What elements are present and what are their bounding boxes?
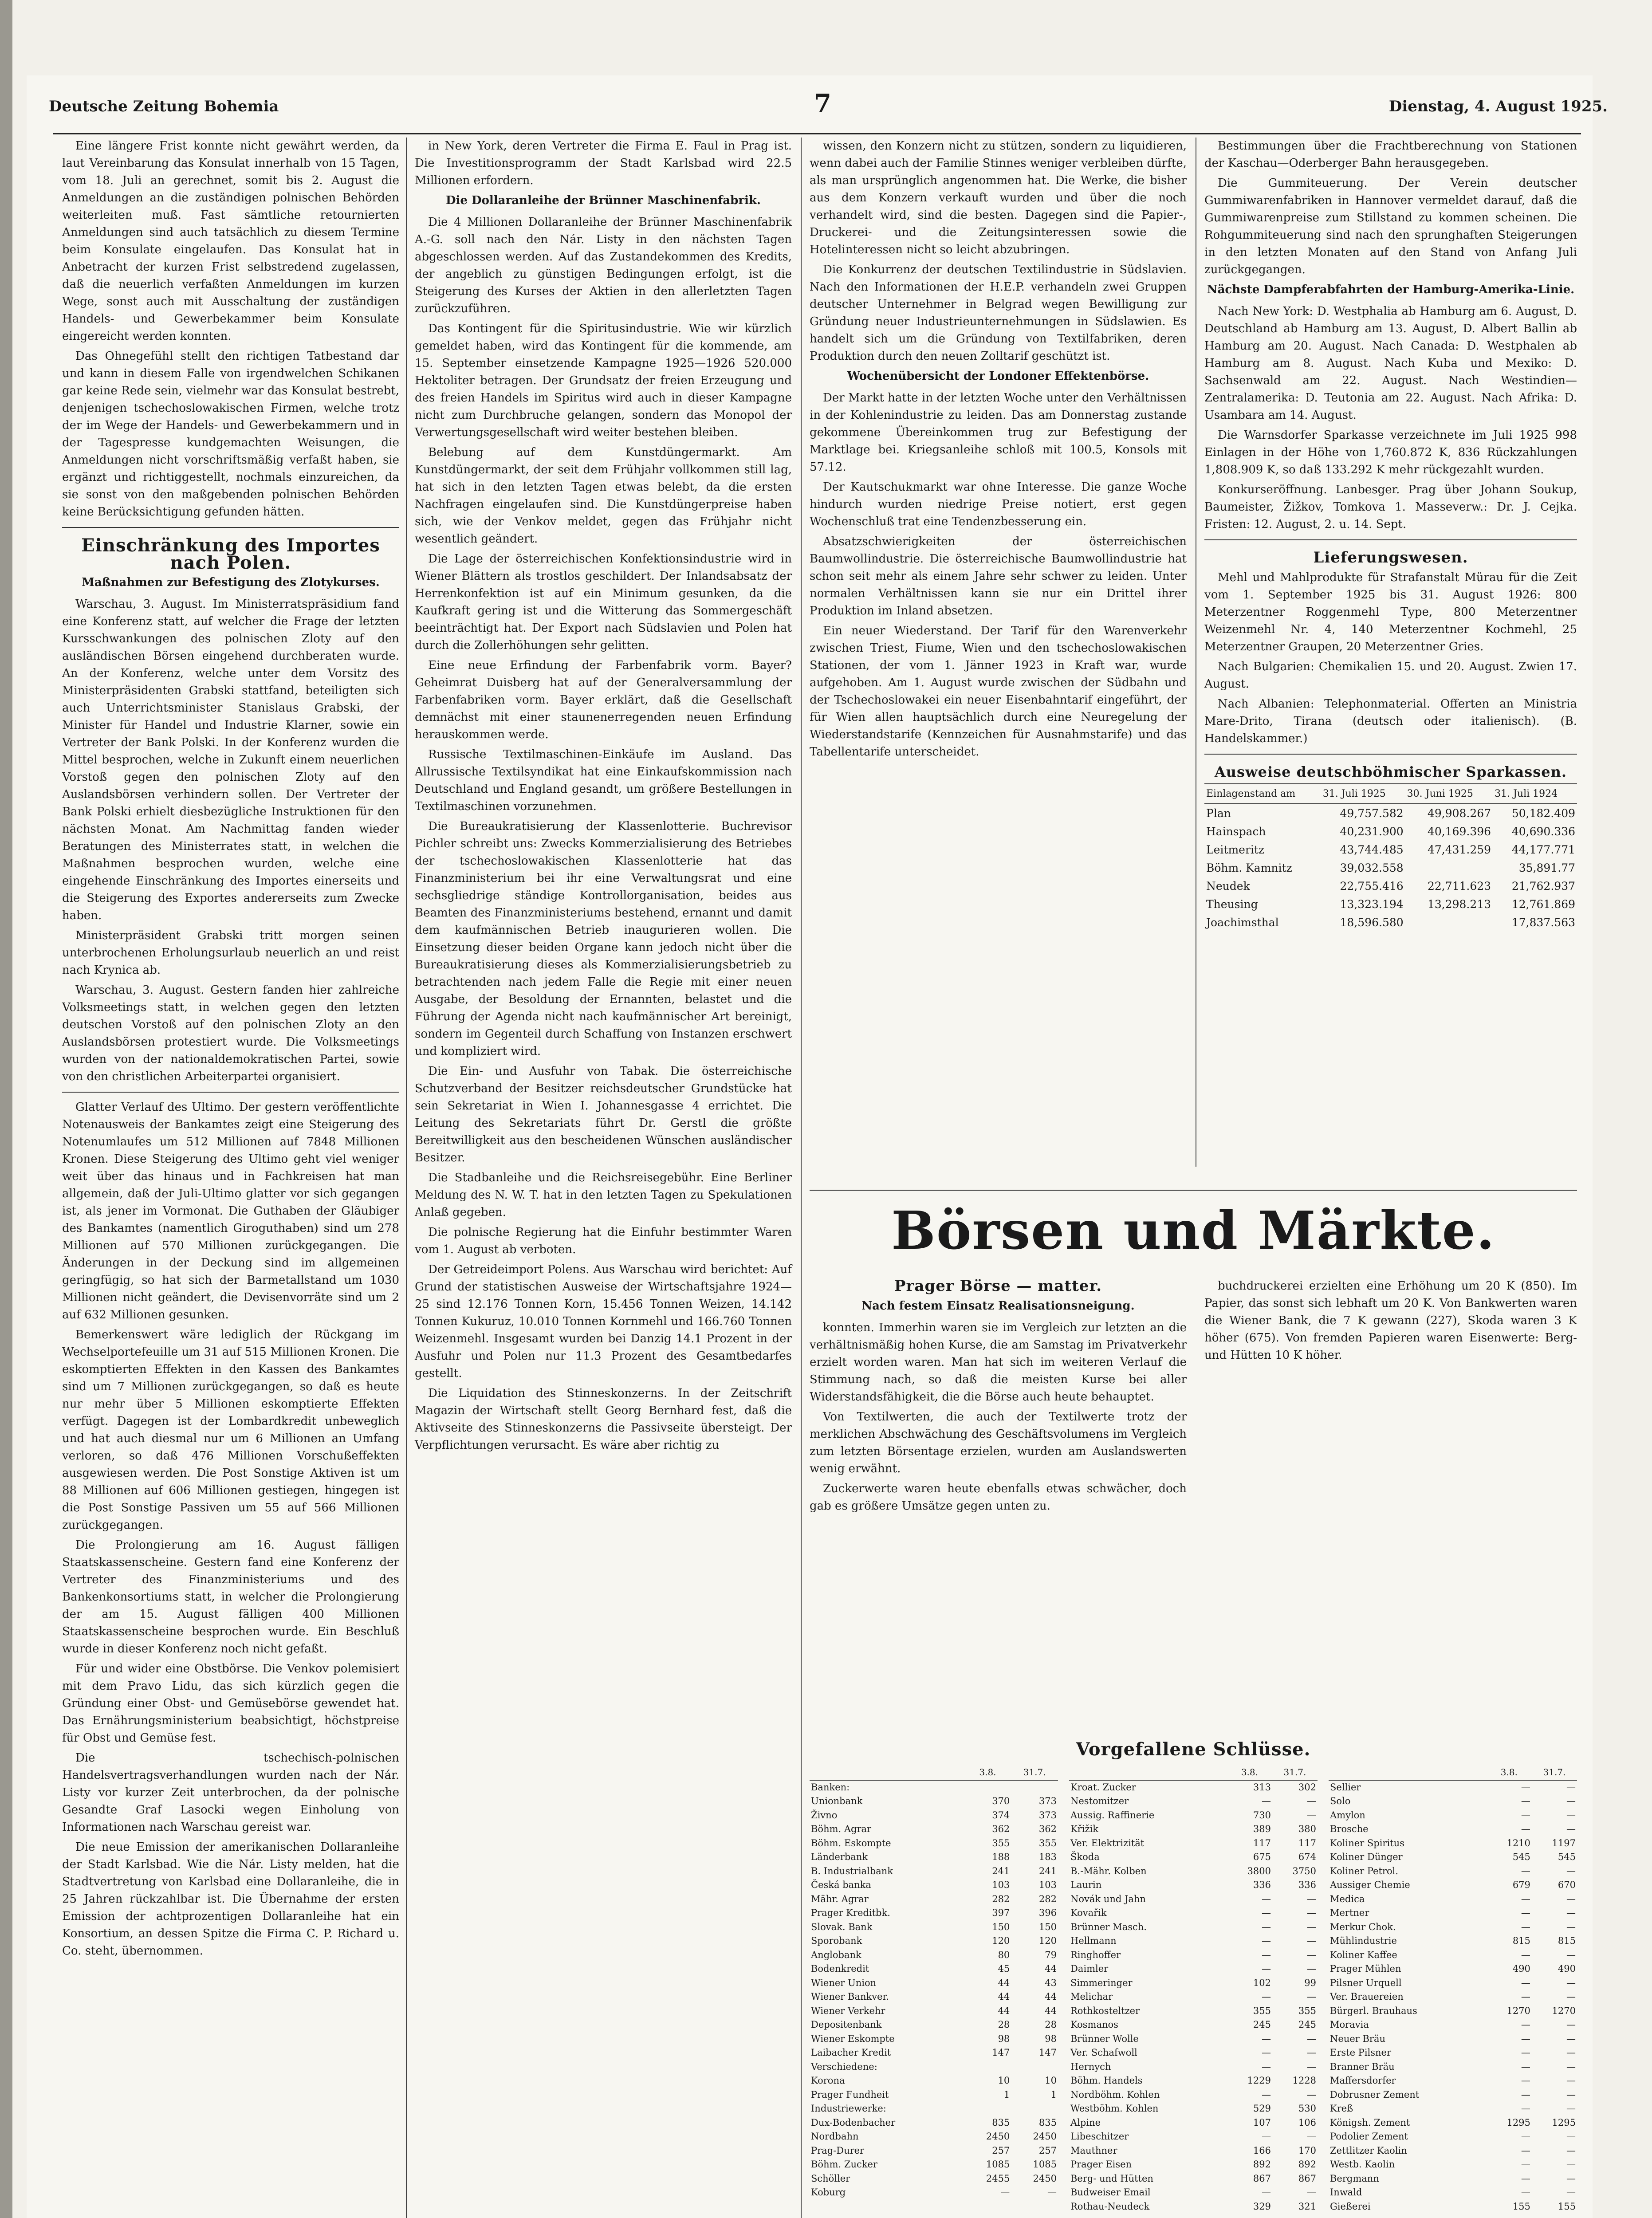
article-paragraph: Der Markt hatte in der letzten Woche unter den Verhältnissen in der Kohlenindustrie zu leiden. Das am Donnerstag zustande gekommene Übereinkommen trug zur Befestigung der Marktlage bei. Kriegsanleihe schloß mit 100.5, Konsols mit 57.12. xyxy=(810,391,1187,474)
table-row xyxy=(1204,804,1577,822)
table-cell: Plan xyxy=(1206,807,1231,820)
article-paragraph: Russische Textilmaschinen-Einkäufe im Ausland. Das Allrussische Textilsyndikat hat eine Einkaufskommission nach Deutschland und England gesandt, um größere Bestellungen in Textilmaschinen vorzunehmen. xyxy=(415,748,792,813)
article-paragraph: Die 4 Millionen Dollaranleihe der Brünner Maschinenfabrik A.-G. soll nach den Nár. Listy in den nächsten Tagen abgeschlossen werden. Auf das Zustandekommen des Kredits, der angeblich zu günstigen Bedingungen erfolgt, ist die Steigerung des Kurses der Aktien in den allerletzten Tagen zurückzuführen. xyxy=(415,216,792,315)
article-paragraph: in New York, deren Vertreter die Firma E. Faul in Prag ist. Die Investitionsprogramm der Stadt Karlsbad wird 22.5 Millionen erfordern. xyxy=(415,139,792,187)
page-number: 7 xyxy=(814,89,831,118)
table-cell: 40,690.336 xyxy=(1511,825,1575,838)
table-header: 31. Juli 1925 xyxy=(1321,784,1405,804)
article-subheadline: Wochenübersicht der Londoner Effektenbörse. xyxy=(847,370,1149,383)
column-1 xyxy=(62,138,399,1962)
article-paragraph: Bestimmungen über die Frachtberechnung von Stationen der Kaschau—Oderberger Bahn herausgegeben. xyxy=(1204,139,1577,170)
page-edge xyxy=(0,0,12,2218)
article-headline: Einschränkung des Importes nach Polen. xyxy=(81,535,380,573)
article-subheadline: Nächste Dampferabfahrten der Hamburg-Amerika-Linie. xyxy=(1207,283,1575,296)
article-paragraph: Mehl und Mahlprodukte für Strafanstalt Mürau für die Zeit vom 1. September 1925 bis 31. August 1926: 800 Meterzentner Roggenmehl Type, 800 Meterzentner Weizenmehl Nr. 4, 140 Meterzentner Kochmehl, 25 Meterzentner Graupen, 20 Meterzentner Gries. xyxy=(1204,571,1577,653)
bourse-subtitle: Prager Börse — matter. xyxy=(894,1278,1102,1295)
article-paragraph: Die Stadbanleihe und die Reichsreisegebühr. Eine Berliner Meldung des N. W. T. hat in den letzten Tagen zu Spekulationen Anlaß gegeben. xyxy=(415,1171,792,1219)
table-cell: Neudek xyxy=(1206,880,1250,893)
savings-headline: Ausweise deutschböhmischer Sparkassen. xyxy=(1214,763,1567,780)
column-divider xyxy=(406,138,407,2218)
article-paragraph: Das Kontingent für die Spiritusindustrie. Wie wir kürzlich gemeldet haben, wird das Kontingent für die kommende, am 15. September einsetzende Kampagne 1925—1926 520.000 Hektoliter betragen. Der Grundsatz der freien Erzeugung und des freien Handels im Spiritus wird auch in dieser Kampagne nicht zum Durchbruche gelangen, sondern das Monopol der Verwertungsgesellschaft wird weiter bestehen bleiben. xyxy=(415,322,792,439)
divider xyxy=(62,1092,399,1093)
table-cell: 43,744.485 xyxy=(1340,843,1404,856)
table-cell: 22,711.623 xyxy=(1427,880,1491,893)
table-cell: 44,177.771 xyxy=(1511,843,1575,856)
closings-table-1: 3.8. 31.7. Banken: Unionbank 370 373 Živno 374 373 Böhm. Agrar 362 362 Böhm. Eskompte 355 355 Länderbank 188 183 B. Industrialbank 241 241 Česká banka 103 103 Mähr. Agrar 282 282 Prager Kreditbk. 397 396 Slovak. Bank 150 150 Sporobank 120 120 Anglobank 80 79 Bodenkredit 45 44 Wiener Union 44 43 Wiener Bankver. 44 44 Wiener Verkehr 44 44 Depositenbank 28 28 Wiener Eskompte 98 98 Laibacher Kredit 147 147 Verschiedene: Korona 10 10 Prager Fundheit 1 1 Industriewerke: Dux-Bodenbacher 835 835 Nordbahn 2450 2450 Prag-Durer 257 257 Böhm. Zucker 1085 1085 Schöller 2455 2450 Koburg — — xyxy=(810,1766,1058,2200)
masthead xyxy=(35,89,1608,124)
column-divider xyxy=(801,138,802,2218)
article-paragraph: Glatter Verlauf des Ultimo. Der gestern veröffentlichte Notenausweis der Bankamtes zeigt eine Steigerung des Notenumlaufes um 512 Millionen auf 7848 Millionen Kronen. Diese Steigerung des Ultimo geht viel weniger weit über das hinaus und in Fachkreisen hat man allgemein, daß der Juli-Ultimo glatter vor sich gegangen ist, als jener im Vormonat. Die Guthaben der Gläubiger des Bankamtes (namentlich Giroguthaben) sind um 278 Millionen auf 570 Millionen zurückgegangen. Die Änderungen in der Deckung sind im allgemeinen geringfügig, so hat sich der Barmetallstand um 1030 Millionen nicht geändert, die Devisenvorräte sind um 2 auf 632 Millionen gesunken. xyxy=(62,1101,399,1321)
article-paragraph: Nach Bulgarien: Chemikalien 15. und 20. August. Zwien 17. August. xyxy=(1204,660,1577,691)
article-paragraph: Die Liquidation des Stinneskonzerns. In der Zeitschrift Magazin der Wirtschaft stellt Georg Bernhard fest, daß die Aktivseite des Stinneskonzerns die Passivseite übersteigt. Der Verpflichtungen verursacht. Es wäre aber richtig zu xyxy=(415,1387,792,1452)
table-cell: 13,298.213 xyxy=(1427,898,1491,911)
table-cell: Joachimsthal xyxy=(1206,916,1279,929)
article-paragraph: konnten. Immerhin waren sie im Vergleich zur letzten an die verhältnismäßig hohen Kurse, die am Samstag im Privatverkehr erzielt worden waren. Man hat sich im weiteren Verlauf die Stimmung nach, so daß die meisten Kurse bei aller Widerstandsfähigkeit, die die Börse auch heute behauptet. xyxy=(810,1321,1187,1404)
table-cell: 12,761.869 xyxy=(1511,898,1575,911)
article-paragraph: Die Warnsdorfer Sparkasse verzeichnete im Juli 1925 998 Einlagen in der Höhe von 1,760.872 K, 836 Rückzahlungen 1,808.909 K, so daß 133.292 K mehr rückgezahlt wurden. xyxy=(1204,429,1577,476)
table-cell: 17,837.563 xyxy=(1511,916,1575,929)
top-rule xyxy=(53,133,1581,134)
table-cell: 39,032.558 xyxy=(1340,861,1404,874)
divider xyxy=(62,527,399,528)
article-paragraph: Die Lage der österreichischen Konfektionsindustrie wird in Wiener Blättern als trostlos geschildert. Der Inlandsabsatz der Herrenkonfektion ist auf ein Minimum gesunken, da die Kaufkraft gering ist und die Witterung das Sommergeschäft beeinträchtigt hat. Der Export nach Südslavien und Polen hat durch die Zollerhöhungen sehr gelitten. xyxy=(415,552,792,652)
issue-date: Dienstag, 4. August 1925. xyxy=(1388,98,1608,115)
article-paragraph: Die Konkurrenz der deutschen Textilindustrie in Südslavien. Nach den Informationen der H.E.P. verhandeln zwei Gruppen deutscher Unternehmer in Belgrad wegen Bewilligung zur Gründung neuer Industrieunternehmungen in Südslawien. Es handelt sich um die Gründung von Textilfabriken, deren Produktion durch den neuen Zolltarif geschützt ist. xyxy=(810,263,1187,363)
table-cell: 21,762.937 xyxy=(1511,880,1575,893)
article-paragraph: Für und wider eine Obstbörse. Die Venkov polemisiert mit dem Pravo Lidu, das sich kürzlich gegen die Gründung einer Obst- und Gemüsebörse gewendet hat. Das Ernährungsministerium beabsichtigt, höchstpreise für Obst und Gemüse fest. xyxy=(62,1662,399,1745)
table-header: 31. Juli 1924 xyxy=(1493,784,1577,804)
article-paragraph: Ein neuer Wiederstand. Der Tarif für den Warenverkehr zwischen Triest, Fiume, Wien und den tschechoslowakischen Stationen, der vom 1. Jänner 1923 in Kraft war, wurde aufgehoben. Am 1. August wurde zwischen der Südbahn und der Tschechoslowakei ein neuer Eisenbahntarif eingeführt, der für Wien allen hauptsächlich durch eine Neuregelung der Wiederstandstarife (Kennzeichen für Ausnahmstarife) und das Tabellentarife unterscheidet. xyxy=(810,624,1187,759)
section-headline: Lieferungswesen. xyxy=(1313,549,1468,566)
table-row xyxy=(1204,822,1577,841)
table-cell: 35,891.77 xyxy=(1518,861,1575,874)
article-subheadline: Maßnahmen zur Befestigung des Zlotykurses. xyxy=(82,576,380,589)
savings-table xyxy=(1204,783,1577,932)
table-cell: 22,755.416 xyxy=(1340,880,1404,893)
table-cell: Leitmeritz xyxy=(1206,843,1265,856)
article-paragraph: Warschau, 3. August. Gestern fanden hier zahlreiche Volksmeetings statt, in welchen gegen den letzten deutschen Vorstoß auf den polnischen Zloty an den Auslandsbörsen protestiert wurde. Die Volksmeetings wurden von der nationaldemokratischen Partei, sowie von den christlichen Arbeiterpartei organisiert. xyxy=(62,983,399,1083)
table-row xyxy=(1204,859,1577,877)
divider xyxy=(1204,754,1577,755)
table-cell: 40,231.900 xyxy=(1340,825,1404,838)
table-row xyxy=(1204,877,1577,895)
column-2 xyxy=(415,138,792,1457)
article-paragraph: Absatzschwierigkeiten der österreichischen Baumwollindustrie. Die österreichische Baumwollindustrie hat schon seit mehr als einem Jahre sehr schwer zu leiden. Unter normalen Verhältnissen kann sie nur ein Drittel ihrer Produktion im Inland absetzen. xyxy=(810,535,1187,617)
article-paragraph: Belebung auf dem Kunstdüngermarkt. Am Kunstdüngermarkt, der seit dem Frühjahr vollkommen still lag, hat sich in den letzten Tagen etwas belebt, da die ersten Nachfragen eingelaufen sind. Die Kunstdüngerpreise haben sich, wie der Venkov meldet, gegen das Frühjahr nicht wesentlich geändert. xyxy=(415,446,792,546)
article-paragraph: Nach Albanien: Telephonmaterial. Offerten an Ministria Mare-Drito, Tirana (deutsch oder italienisch). (B. Handelskammer.) xyxy=(1204,697,1577,745)
table-cell xyxy=(1405,859,1493,877)
column-4 xyxy=(1204,138,1577,1171)
table-cell: 49,908.267 xyxy=(1427,807,1491,820)
divider xyxy=(1204,539,1577,540)
table-row xyxy=(1204,913,1577,932)
bourse-column-4 xyxy=(1204,1278,1577,1721)
table-cell: 50,182.409 xyxy=(1511,807,1575,820)
article-paragraph: Eine längere Frist konnte nicht gewährt werden, da laut Vereinbarung das Konsulat innerhalb von 15 Tagen, vom 18. Juli an gerechnet, somit bis 2. August die Anmeldungen an die zuständigen polnischen Behörden weiterleiten muß. Fast sämtliche retournierten Anmeldungen sind auch tatsächlich zu diesem Termine beim Konsulate eingelaufen. Das Konsulat hat in Anbetracht der kurzen Frist selbstredend zugelassen, daß die neuerlich verfaßten Anmeldungen im kurzen Wege, sonst auch mit Ausschaltung der zuständigen Handels- und Gewerbekammer beim Konsulate eingereicht werden konnten. xyxy=(62,139,399,343)
closings-headline: Vorgefallene Schlüsse. xyxy=(1076,1739,1311,1760)
closings-table-3: 3.8. 31.7. Sellier — — Solo — — Amylon — — Brosche — — Koliner Spiritus 1210 1197 Koliner Dünger 545 545 Koliner Petrol. — — Aussiger Chemie 679 670 Medica — — Mertner — — Merkur Chok. — — Mühlindustrie 815 815 Koliner Kaffee — — Prager Mühlen 490 490 Pilsner Urquell — — Ver. Brauereien — — Bürgerl. Brauhaus 1270 1270 Moravia — — Neuer Bräu — — Erste Pilsner — — Branner Bräu — — Maffersdorfer — — Dobrusner Zement — — Kreß — — Königsh. Zement 1295 1295 Podolier Zement — — Zettlitzer Kaolin — — Westb. Kaolin — — Bergmann — — Inwald — — Gießerei 155 155 xyxy=(1329,1766,1577,2214)
bourse-title: Börsen und Märkte. xyxy=(810,1189,1577,1261)
article-subheadline: Die Dollaranleihe der Brünner Maschinenfabrik. xyxy=(446,194,761,207)
article-paragraph: Die Bureaukratisierung der Klassenlotterie. Buchrevisor Pichler schreibt uns: Zwecks Kommerzialisierung des Betriebes der tschechoslowakischen Klassenlotterie hat das Finanzministerium bei ihr eine Verwaltungsrat und eine sechsgliedrige ständige Kontrollorganisation, beides aus Beamten des Finanzministeriums bestehend, ernannt und damit dem kaufmännischen Betrieb inaugurieren wollen. Die Einsetzung dieser beiden Organe kann jedoch nicht über die Bureaukratisierung dieses als Kommerzialisierungsbetrieb zu betrachtenden nach jedem Falle die Regie mit einer neuen Ausgabe, der Besoldung der Ernannten, belastet und die Führung der Agenda nicht nach kaufmännischer Art bereinigt, sondern im Gegenteil durch Schaffung von Instanzen erschwert und kompliziert wird. xyxy=(415,820,792,1058)
table-header: 30. Juni 1925 xyxy=(1405,784,1493,804)
article-paragraph: Die Gummiteuerung. Der Verein deutscher Gummiwarenfabriken in Hannover vermeldet darauf, daß die Gummiwarenpreise zum Stillstand zu kommen scheinen. Die Rohgummiteuerung sind nach den sprunghaften Steigerungen in den letzten Monaten auf den Stand von Anfang Juli zurückgegangen. xyxy=(1204,177,1577,276)
table-cell: 40,169.396 xyxy=(1427,825,1491,838)
article-paragraph: buchdruckerei erzielten eine Erhöhung um 20 K (850). Im Papier, das sonst sich lebhaft um 20 K. Von Bankwerten waren die Wiener Bank, die 7 K gewann (227), Skoda waren 3 K höher (675). Von fremden Papieren waren Eisenwerte: Berg- und Hütten 10 K höher. xyxy=(1204,1279,1577,1362)
article-paragraph: Ministerpräsident Grabski tritt morgen seinen unterbrochenen Erholungsurlaub neuerlich an und reist nach Krynica ab. xyxy=(62,929,399,977)
table-cell: 49,757.582 xyxy=(1340,807,1404,820)
article-paragraph: wissen, den Konzern nicht zu stützen, sondern zu liquidieren, wenn dabei auch der Familie Stinnes weniger verbleiben dürfte, als man ursprünglich angenommen hat. Die Werke, die bisher aus dem Konzern verkauft wurden und über die noch verhandelt wird, sind die besten. Dagegen sind die Papier-, Druckerei- und die Zeitungsinteressen sowie die Hotelinteressen nicht so leicht abzubringen. xyxy=(810,139,1187,256)
article-paragraph: Das Ohnegefühl stellt den richtigen Tatbestand dar und kann in diesem Falle von irgendwelchen Schikanen gar keine Rede sein, vielmehr war das Konsulat bestrebt, denjenigen tschechoslowakischen Firmen, welche trotz der im Wege der Handels- und Gewerbekammern und in der Tagespresse kundgemachten Weisungen, die Anmeldungen nicht vorschriftsmäßig verfaßt haben, sie ergänzt und richtiggestellt, nochmals einzureichen, da sie sonst von den maßgebenden polnischen Behörden keine Berücksichtigung gefunden hätten. xyxy=(62,350,399,519)
article-paragraph: Die neue Emission der amerikanischen Dollaranleihe der Stadt Karlsbad. Wie die Nár. Listy melden, hat die Stadtvertretung von Karlsbad eine Dollaranleihe, die in 25 Jahren rückzahlbar ist. Die Übernahme der ersten Emission der achtprozentigen Dollaranleihe hat ein Konsortium, an dessen Spitze die Firma C. P. Richard u. Co. steht, übernommen. xyxy=(62,1840,399,1958)
closings-table-2: 3.8. 31.7. Kroat. Zucker 313 302 Nestomitzer — — Aussig. Raffinerie 730 — Křižik 389 380 Ver. Elektrizität 117 117 Škoda 675 674 B.-Mähr. Kolben 3800 3750 Laurin 336 336 Novák und Jahn — — Kovařik — — Brünner Masch. — — Hellmann — — Ringhoffer — — Daimler — — Simmeringer 102 99 Melichar — — Rothkosteltzer 355 355 Kosmanos 245 245 Brünner Wolle — — Ver. Schafwoll — — Hernych — — Böhm. Handels 1229 1228 Nordböhm. Kohlen — — Westböhm. Kohlen 529 530 Alpine 107 106 Libeschitzer — — Mauthner 166 170 Prager Eisen 892 892 Berg- und Hütten 867 867 Budweiser Email — — Rothau-Neudeck 329 321 xyxy=(1069,1766,1318,2214)
article-paragraph: Die tschechisch-polnischen Handelsvertragsverhandlungen wurden nach der Nár. Listy vor kurzer Zeit unterbrochen, da der polnische Gesandte Graf Lasocki wegen Einholung von Informationen nach Warschau gereist war. xyxy=(62,1751,399,1834)
bourse-subtitle-2: Nach festem Einsatz Realisationsneigung. xyxy=(861,1299,1135,1313)
bourse-column xyxy=(810,1278,1187,1721)
article-paragraph: Nach New York: D. Westphalia ab Hamburg am 6. August, D. Deutschland ab Hamburg am 13. August, D. Albert Ballin ab Hamburg am 20. August. Nach Canada: D. Westphalen ab Hamburg am 8. August. Nach Kuba und Mexiko: D. Sachsenwald am 22. August. Nach Westindien—Zentralamerika: D. Teutonia am 22. August. Nach Afrika: D. Usambara am 14. August. xyxy=(1204,305,1577,422)
table-cell: Hainspach xyxy=(1206,825,1266,838)
table-cell: 18,596.580 xyxy=(1340,916,1404,929)
table-row xyxy=(1204,895,1577,913)
table-cell: Theusing xyxy=(1206,898,1258,911)
article-paragraph: Die polnische Regierung hat die Einfuhr bestimmter Waren vom 1. August ab verboten. xyxy=(415,1226,792,1256)
article-paragraph: Die Ein- und Ausfuhr von Tabak. Die österreichische Schutzverband der Besitzer reichsdeutscher Grundstücke hat sein Sekretariat in Wien I. Johannesgasse 4 errichtet. Die Leitung des Sekretariats führt Dr. Gerstl die größte Bereitwilligkeit aus den bescheidenen Wünschen ausländischer Besitzer. xyxy=(415,1065,792,1164)
table-row xyxy=(1204,841,1577,859)
table-cell xyxy=(1405,913,1493,932)
table-cell: Böhm. Kamnitz xyxy=(1206,861,1292,874)
article-paragraph: Die Prolongierung am 16. August fälligen Staatskassenscheine. Gestern fand eine Konferenz der Vertreter des Finanzministeriums und des Bankenkonsortiums statt, in welcher die Prolongierung der am 15. August fälligen 400 Millionen Staatskassenscheine besprochen wurde. Ein Beschluß wurde in dieser Konferenz noch nicht gefaßt. xyxy=(62,1538,399,1656)
table-header: Einlagenstand am xyxy=(1204,784,1321,804)
article-paragraph: Konkurseröffnung. Lanbesger. Prag über Johann Soukup, Baumeister, Žižkov, Tomkova 1. Masseverw.: Dr. J. Cejka. Fristen: 12. August, 2. u. 14. Sept. xyxy=(1204,483,1577,531)
article-paragraph: Bemerkenswert wäre lediglich der Rückgang im Wechselportefeuille um 31 auf 515 Millionen Kronen. Die eskomptierten Effekten in den Kassen des Bankamtes sind um 7 Millionen zurückgegangen, so daß es heute nur mehr über 5 Millionen eskomptierte Effekten verfügt. Dagegen ist der Lombardkredit unbeweglich und hat auch diesmal nur um 6 Millionen an Umfang verloren, so daß 476 Millionen Vorschußeffekten ausgewiesen werden. Die Post Sonstige Aktiven ist um 88 Millionen auf 606 Millionen gestiegen, hingegen ist die Post Sonstige Passiven um 55 auf 566 Millionen zurückgegangen. xyxy=(62,1328,399,1532)
table-cell: 13,323.194 xyxy=(1340,898,1404,911)
article-paragraph: Der Kautschukmarkt war ohne Interesse. Die ganze Woche hindurch wurden niedrige Preise notiert, erst gegen Wochenschluß trat eine Tendenzbesserung ein. xyxy=(810,480,1187,528)
column-3 xyxy=(810,138,1187,1171)
article-paragraph: Warschau, 3. August. Im Ministerratspräsidium fand eine Konferenz statt, auf welcher die Frage der letzten Kursschwankungen des polnischen Zloty auf den ausländischen Börsen eingehend durchberaten wurde. An der Konferenz, welche unter dem Vorsitz des Ministerpräsidenten Grabski stattfand, beteiligten sich auch Unterrichtsminister Stanislaus Grabski, der Minister für Handel und Industrie Klarner, sowie ein Vertreter der Bank Polski. In der Konferenz wurden die Mittel besprochen, welche in Zukunft einem neuerlichen Vorstoß gegen den polnischen Zloty auf den Auslandsbörsen verhindern sollen. Der Vertreter der Bank Polski erhielt diesbezügliche Instruktionen für den nächsten Monat. Am Nachmittag fanden wieder Beratungen des Ministerrates statt, in welchen die Maßnahmen besprochen wurden, welche eine eingehende Einschränkung des Importes einerseits und die Steigerung des Exportes andererseits zum Zwecke haben. xyxy=(62,598,399,922)
article-paragraph: Zuckerwerte waren heute ebenfalls etwas schwächer, doch gab es größere Umsätze gegen unten zu. xyxy=(810,1482,1187,1513)
article-paragraph: Von Textilwerten, die auch der Textilwerte trotz der merklichen Abschwächung des Geschäftsvolumens im Vergleich zum letzten Börsentage erzielen, wurden am Auslandswerten wenig erwähnt. xyxy=(810,1410,1187,1475)
paper-name: Deutsche Zeitung Bohemia xyxy=(49,98,279,115)
article-paragraph: Eine neue Erfindung der Farbenfabrik vorm. Bayer? Geheimrat Duisberg hat auf der Generalversammlung der Farbenfabriken vorm. Bayer erklärt, daß die Gesellschaft demnächst mit einer staunenerregenden neuen Erfindung herauskommen werde. xyxy=(415,659,792,741)
table-cell: 47,431.259 xyxy=(1427,843,1491,856)
article-paragraph: Der Getreideimport Polens. Aus Warschau wird berichtet: Auf Grund der statistischen Ausweise der Wirtschaftsjahre 1924—25 sind 12.176 Tonnen Korn, 15.456 Tonnen Weizen, 14.142 Tonnen Kukuruz, 10.010 Tonnen Kornmehl und 166.760 Tonnen Weizenmehl. Insgesamt wurden bei Danzig 14.1 Prozent in der Ausfuhr und Polen nur 11.3 Prozent des Gesamtbedarfes gestellt. xyxy=(415,1263,792,1380)
